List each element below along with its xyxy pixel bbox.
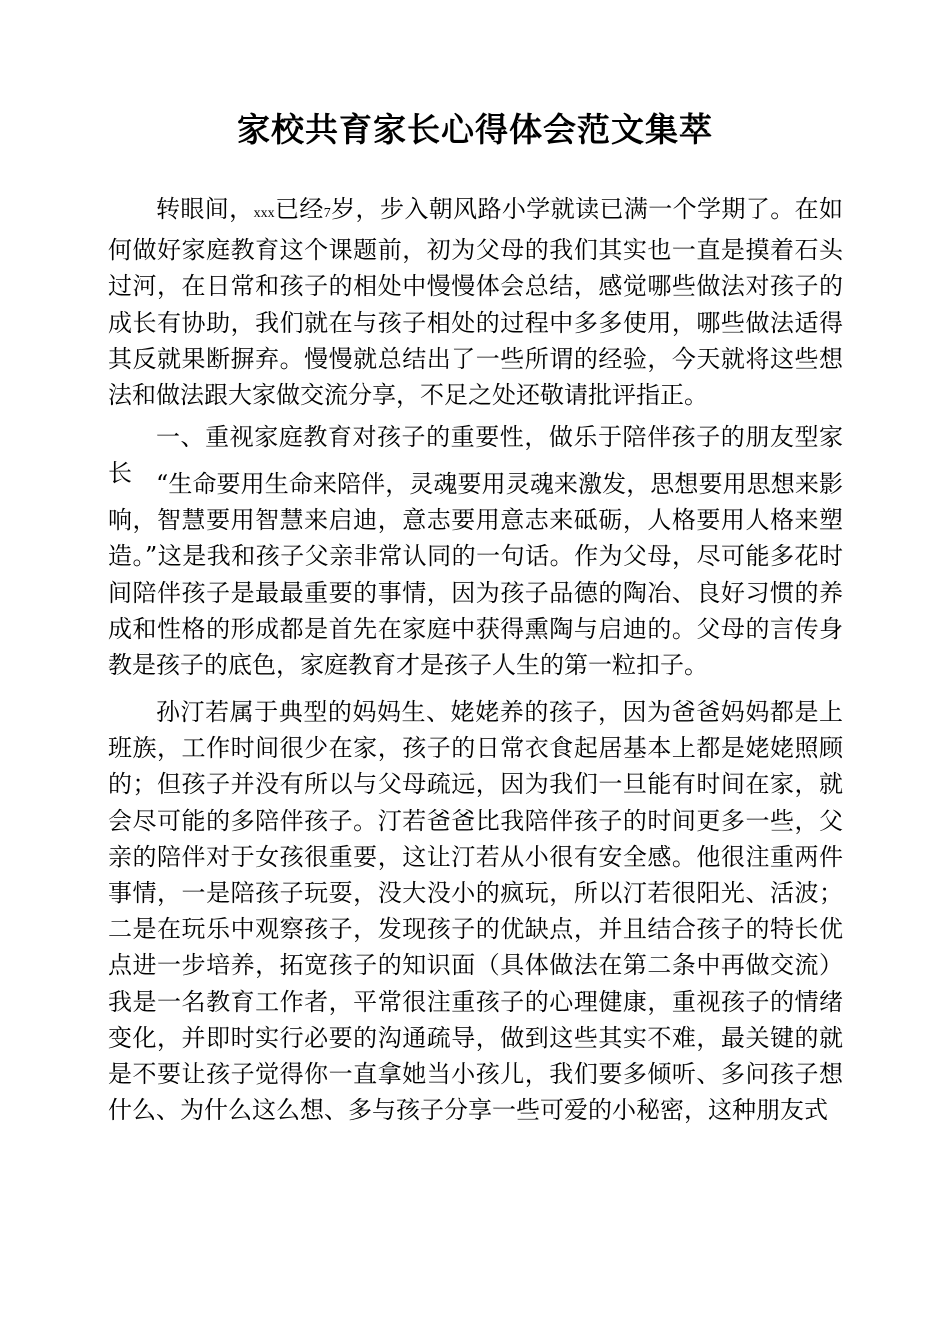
child-name: xxx bbox=[253, 206, 275, 221]
intro-rest: 岁，步入朝风路小学就读已满一个学期了。在如何做好家庭教育这个课题前，初为父母的我们其实也一直是摸着石头过河，在日常和孩子的相处中慢慢体会总结，感觉哪些做法对孩子的成长有协助，我们就在与孩子相处的过程中多多使用，哪些做法适得其反就果断摒弃。慢慢就总结出了一些所谓的经验，今天就将这些想法和做法跟大家做交流分享，不足之处还敬请批评指正。 bbox=[108, 195, 844, 410]
document-title: 家校共育家长心得体会范文集萃 bbox=[237, 110, 713, 149]
child-age: 7 bbox=[323, 206, 331, 221]
paragraph-intro bbox=[108, 191, 843, 413]
paragraph-family: 孙汀若属于典型的妈妈生、姥姥养的孩子，因为爸爸妈妈都是上班族，工作时间很少在家，孩子的日常衣食起居基本上都是姥姥照顾的；但孩子并没有所以与父母疏远，因为我们一旦能有时间在家，就会尽可能的多陪伴孩子。汀若爸爸比我陪伴孩子的时间更多一些，父亲的陪伴对于女孩很重要，这让汀若从小很有安全感。他很注重两件事情，一是陪孩子玩耍，没大没小的疯玩，所以汀若很阳光、活波；二是在玩乐中观察孩子，发现孩子的优缺点，并且结合孩子的特长优点进一步培养，拓宽孩子的知识面（具体做法在第二条中再做交流）我是一名教育工作者，平常很注重孩子的心理健康，重视孩子的情绪变化，并即时实行必要的沟通疏导，做到这些其实不难，最关键的就是不要让孩子觉得你一直拿她当小孩儿，我们要多倾听、多问孩子想什么、为什么这么想、多与孩子分享一些可爱的小秘密，这种朋友式 bbox=[108, 698, 843, 1125]
intro-mid: 已经 bbox=[274, 195, 324, 223]
intro-lead: 转眼间， bbox=[156, 195, 254, 223]
paragraph-quote: “生命要用生命来陪伴，灵魂要用灵魂来激发，思想要用思想来影响，智慧要用智慧来启迪，意志要用意志来砥砺，人格要用人格来塑造。”这是我和孩子父亲非常认同的一句话。作为父母，尽可能多花时间陪伴孩子是最最重要的事情，因为孩子品德的陶冶、良好习惯的养成和性格的形成都是首先在家庭中获得熏陶与启迪的。父母的言传身教是孩子的底色，家庭教育才是孩子人生的第一粒扣子。 bbox=[108, 470, 843, 680]
section-heading-1: 一、重视家庭教育对孩子的重要性，做乐于陪伴孩子的朋友型家长 bbox=[108, 423, 843, 488]
